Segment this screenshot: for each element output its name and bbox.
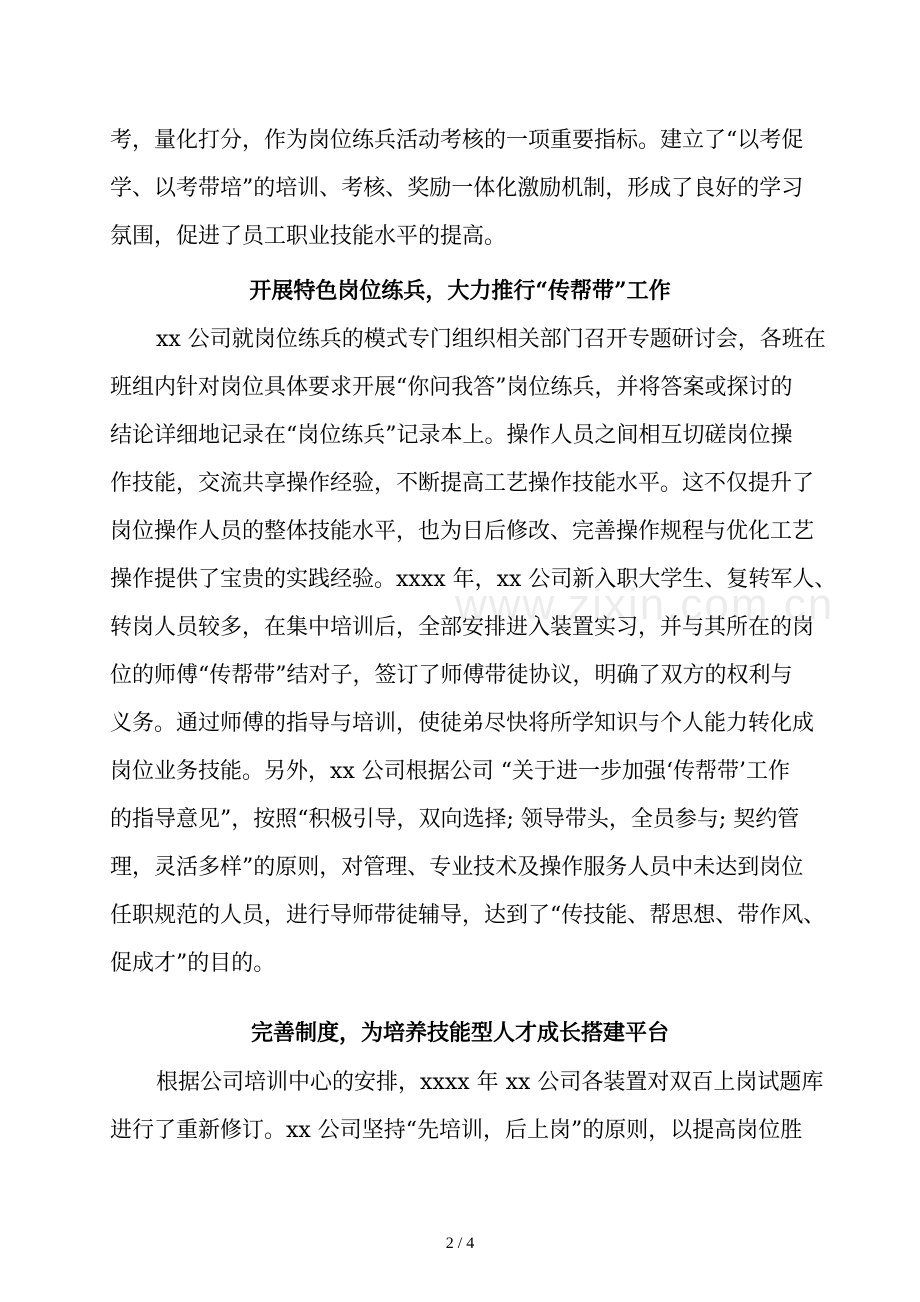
line-text: 岗位业务技能。另外，xx 公司根据公司 “关于进一步加强‘传帮带’工作	[110, 759, 791, 784]
line-text: 班组内针对岗位具体要求开展“你问我答”岗位练兵，并将答案或探讨的	[110, 375, 793, 400]
line-text: 义务。通过师傅的指导与培训，使徒弟尽快将所学知识与个人能力转化成	[110, 711, 815, 736]
paragraph-line	[0, 556, 920, 604]
paragraph-line	[0, 213, 920, 261]
paragraph-line	[0, 796, 920, 844]
line-text: 操作提供了宝贵的实践经验。xxxx 年，xx 公司新入职大学生、复转军人、	[110, 567, 837, 592]
paragraph-line	[0, 117, 920, 165]
line-text: 作技能，交流共享操作经验，不断提高工艺操作技能水平。这不仅提升了	[110, 471, 815, 496]
paragraph-line	[0, 364, 920, 412]
line-text: 学、以考带培”的培训、考核、奖励一体化激励机制，形成了良好的学习	[110, 176, 804, 201]
line-text: 考，量化打分，作为岗位练兵活动考核的一项重要指标。建立了“以考促	[110, 128, 804, 153]
line-text: 氛围，促进了员工职业技能水平的提高。	[110, 224, 507, 249]
line-text: 任职规范的人员，进行导师带徒辅导，达到了“传技能、帮思想、带作风、	[110, 903, 826, 928]
paragraph-line	[0, 748, 920, 796]
paragraph-line	[0, 1059, 920, 1107]
page-number: 2 / 4	[445, 1235, 475, 1252]
section-heading-2: 完善制度，为培养技能型人才成长搭建平台	[250, 1020, 669, 1046]
paragraph-line	[0, 652, 920, 700]
watermark: www.zixin.com.cn	[455, 580, 835, 629]
line-text: 位的师傅“传帮带”结对子，签订了师傅带徒协议，明确了双方的权利与	[110, 663, 793, 688]
line-text: 理，灵活多样”的原则，对管理、专业技术及操作服务人员中未达到岗位	[110, 855, 804, 880]
paragraph-line	[0, 165, 920, 213]
paragraph-line	[0, 1107, 920, 1155]
line-text: 进行了重新修订。xx 公司坚持“先培训，后上岗”的原则，以提高岗位胜	[110, 1118, 803, 1143]
line-text: 的指导意见”，按照“积极引导，双向选择; 领导带头，全员参与; 契约管	[110, 807, 800, 832]
paragraph-line	[0, 844, 920, 892]
line-text: 根据公司培训中心的安排，xxxx 年 xx 公司各装置对双百上岗试题库	[156, 1070, 824, 1095]
paragraph-line	[0, 412, 920, 460]
paragraph-line	[0, 940, 920, 988]
paragraph-line	[0, 460, 920, 508]
section-heading-1: 开展特色岗位练兵，大力推行“传帮带”工作	[249, 278, 671, 304]
line-text: 岗位操作人员的整体技能水平，也为日后修改、完善操作规程与优化工艺	[110, 519, 815, 544]
line-text: 转岗人员较多，在集中培训后，全部安排进入装置实习，并与其所在的岗	[110, 615, 815, 640]
line-text: 结论详细地记录在“岗位练兵”记录本上。操作人员之间相互切磋岗位操	[110, 423, 793, 448]
paragraph-line	[0, 604, 920, 652]
line-text: xx 公司就岗位练兵的模式专门组织相关部门召开专题研讨会，各班在	[156, 327, 826, 352]
paragraph-line	[0, 508, 920, 556]
paragraph-line	[0, 700, 920, 748]
paragraph-line	[0, 892, 920, 940]
line-text: 促成才”的目的。	[110, 951, 276, 976]
paragraph-line	[0, 316, 920, 364]
